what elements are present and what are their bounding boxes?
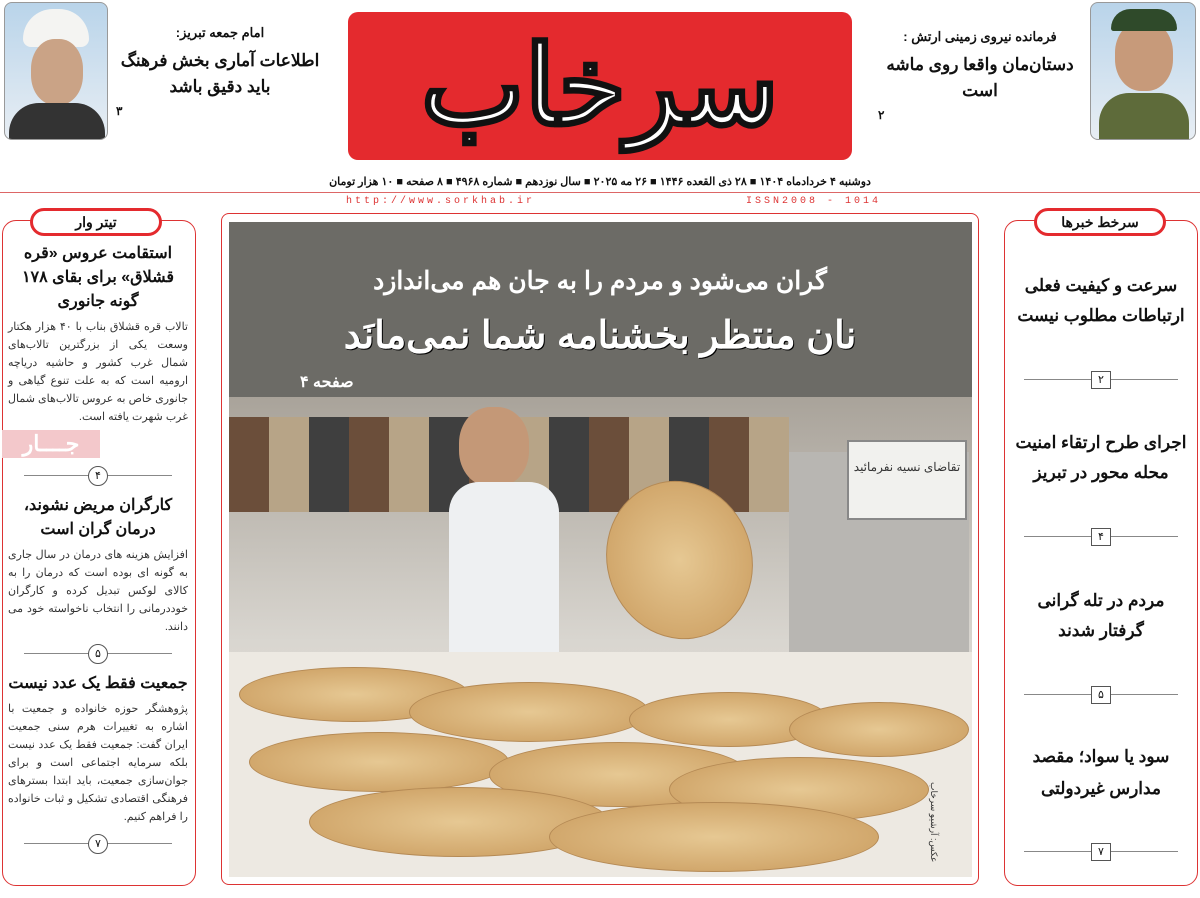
page-number-box: ۷ [1091, 843, 1111, 861]
right-column-content [1008, 240, 1194, 870]
left-item-3-body: پژوهشگر حوزه خانواده و جمعیت با اشاره به تغییرات هرم سنی جمعیت ایران گفت: جمعیت فقط یک عدد نیست بلکه سرمایه اجتماعی است و برای جوان‌سازی جمعیت، باید ابتدا بسترهای فرهنگی اقتصادی تشکیل و ثبات خانواده را فراهم کنیم. [8, 703, 188, 823]
top-left-story [116, 24, 324, 118]
page-number-box: ۲ [1091, 371, 1111, 389]
photo-credit: عکس: آرشیو سرخاب [929, 782, 939, 863]
top-right-page: ۲ [878, 108, 885, 122]
top-left-headline[interactable]: اطلاعات آماری بخش فرهنگ باید دقیق باشد [120, 51, 320, 96]
top-right-kicker: فرمانده نیروی زمینی ارتش : [903, 29, 1057, 44]
page-number-badge: ۷ [88, 834, 108, 854]
top-right-headline[interactable]: دستان‌مان واقعا روی ماشه است [886, 55, 1074, 100]
website-url[interactable]: http://www.sorkhab.ir [346, 196, 536, 207]
divider [1008, 683, 1194, 707]
right-item-1-headline[interactable]: سرعت و کیفیت فعلی ارتباطات مطلوب نیست [1017, 275, 1185, 325]
left-item-2-body: افزایش هزینه های درمان در سال جاری به گونه ای بوده است که درمان را به کالای لوکس تبدیل کرده و کارگران خوددرمانی را انتخاب ناخواسته خود می دانند. [8, 549, 188, 633]
left-item-3-headline[interactable]: جمعیت فقط یک عدد نیست [8, 675, 188, 692]
left-item-1-body: تالاب قره قشلاق بناب با ۴۰ هزار هکتار وسعت یکی از بزرگترین تالاب‌های شمال غرب کشور و حاشیه دریاچه ارومیه است که به علت تنوع گیاهی و جانوری خاص به عروس تالاب‌های شمال غرب شهرت یافته است. [8, 321, 188, 423]
right-item-2-headline[interactable]: اجرای طرح ارتقاء امنیت محله محور در تبریز [1015, 433, 1187, 483]
page-number-box: ۵ [1091, 686, 1111, 704]
divider [1008, 840, 1194, 864]
jar-watermark: جــــار [2, 430, 100, 458]
portrait-army-commander [1090, 2, 1196, 140]
right-column-title: سرخط خبرها [1034, 208, 1166, 236]
masthead-rule [0, 192, 1200, 193]
divider [8, 464, 188, 488]
dateline: دوشنبه ۴ خردادماه ۱۴۰۴ ■ ۲۸ ذی القعده ۱۴۴۶ ■ ۲۶ مه ۲۰۲۵ ■ سال نوزدهم ■ شماره ۴۹۶۸ ■ ۸ صفحه ■ ۱۰ هزار تومان [329, 176, 871, 188]
left-item-1-headline[interactable]: استقامت عروس «قره قشلاق» برای بقای ۱۷۸ گونه جانوری [21, 245, 175, 310]
top-left-kicker: امام جمعه تبریز: [175, 25, 265, 40]
credit-sign: تقاضای نسیه نفرمائید [847, 440, 967, 520]
top-right-story [878, 28, 1082, 122]
masthead-logo[interactable]: سرخاب [348, 12, 852, 160]
left-column-title: تیتر وار [30, 208, 162, 236]
page-number-badge: ۴ [88, 466, 108, 486]
divider [1008, 368, 1194, 392]
main-page-ref[interactable]: صفحه ۴ [300, 374, 354, 391]
right-item-4-headline[interactable]: سود یا سواد؛ مقصد مدارس غیردولتی [1032, 747, 1170, 799]
main-title-block [240, 264, 960, 394]
main-headline[interactable]: نان منتظر بخشنامه شما نمی‌مانَد [343, 315, 857, 357]
main-kicker: گران می‌شود و مردم را به جان هم می‌اندازد [373, 267, 827, 295]
left-item-2-headline[interactable]: کارگران مریض نشوند، درمان گران است [23, 497, 173, 538]
divider [1008, 525, 1194, 549]
page-number-box: ۴ [1091, 528, 1111, 546]
right-item-3-headline[interactable]: مردم در تله گرانی گرفتار شدند [1037, 590, 1165, 640]
portrait-friday-imam [4, 2, 108, 140]
divider [8, 832, 188, 856]
left-column-content [8, 242, 188, 862]
divider [8, 642, 188, 666]
top-left-page: ۳ [116, 104, 123, 118]
page-number-badge: ۵ [88, 644, 108, 664]
issn: ISSN2008 - 1014 [746, 196, 882, 207]
